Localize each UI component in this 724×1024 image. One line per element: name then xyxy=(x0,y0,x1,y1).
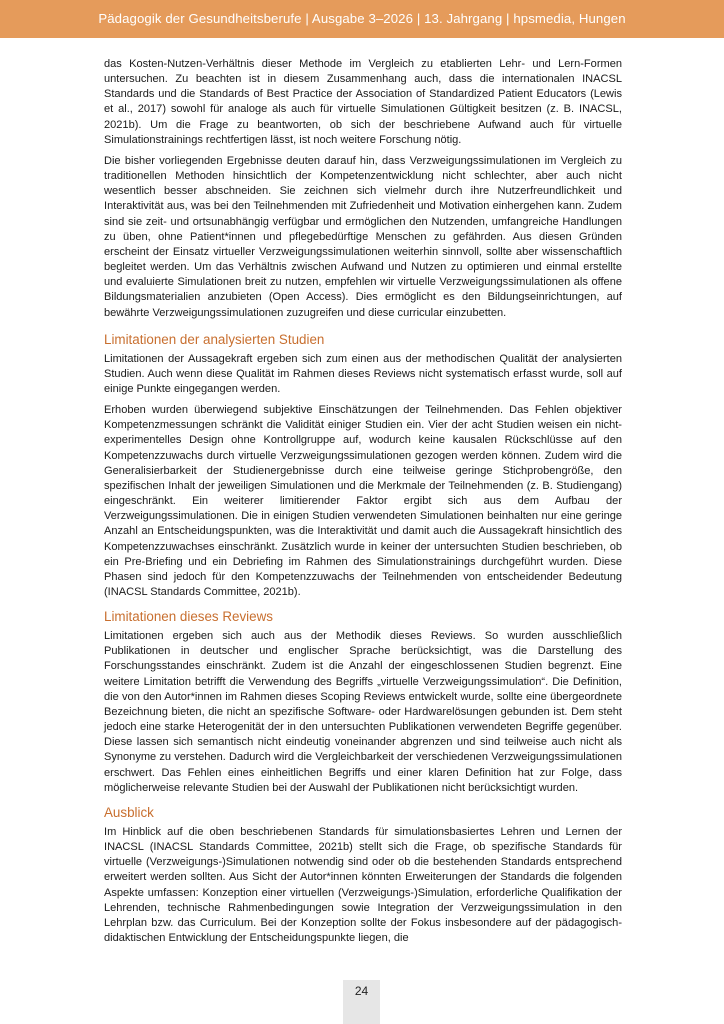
paragraph-cost-benefit: das Kosten-Nutzen-Verhältnis dieser Methode im Vergleich zu etablierten Lehr- und Lern-Formen untersuchen. Zu beachten ist in diesem Zusammenhang auch, dass die internationalen INACSL Standards und die Standards of Best Practice der Association of Standardized Patient Educators (Lewis et al., 2017) sowohl für analoge als auch für virtuelle Simulationen Gültigkeit besitzen (z. B. INACSL, 2021b). Um die Frage zu beantworten, ob sich der beschriebene Aufwand auch für virtuelle Simulationstrainings rechtfertigen lässt, ist noch weitere Forschung nötig. xyxy=(104,58,622,146)
page-number: 24 xyxy=(354,984,369,998)
paragraph-results: Die bisher vorliegenden Ergebnisse deuten darauf hin, dass Verzweigungssimulationen im Vergleich zu traditionellen Methoden hinsichtlich der Kompetenzentwicklung nicht schlechter, aber auch nicht wesentlich besser abschneiden. Sie zeichnen sich vielmehr durch ihre Nutzerfreundlichkeit und Interaktivität aus, was bei den Teilnehmenden mit Zufriedenheit und Motivation einhergehen kann. Zudem sind sie zeit- und ortsunabhängig verfügbar und ermöglichen den Nutzenden, umfangreiche Handlungen zu üben, ohne Patient*innen und pflegebedürftige Menschen zu gefährden. Aus diesen Gründen erscheint der Einsatz virtueller Verzweigungssimulationen weiterhin sinnvoll, sollte aber wissenschaftlich begleitet werden. Um das Verhältnis zwischen Aufwand und Nutzen zu optimieren und einmal erstellte und evaluierte Simulationen breit zu nutzen, empfehlen wir virtuelle Verzweigungssimulationen als offene Bildungsmaterialien anzubieten (Open Access). Dies ermöglicht es den Bildungseinrichtungen, auf bewährte Verzweigungssimulationen zuzugreifen und diese curricular einzubetten. xyxy=(104,154,622,319)
running-header: Pädagogik der Gesundheitsberufe | Ausgabe 3–2026 | 13. Jahrgang | hpsmedia, Hungen xyxy=(98,11,626,26)
paragraph-review-limitations: Limitationen ergeben sich auch aus der Methodik dieses Reviews. So wurden ausschließlich Publikationen in deutscher und englischer Sprache berücksichtigt, was die Darstellung des Forschungsstandes einschränkt. Zudem ist die Anzahl der eingeschlossenen Studien begrenzt. Eine weitere Limitation betrifft die Verwendung des Begriffs „virtuelle Verzweigungssimulation“. Die Definition, die von den Autor*innen im Rahmen dieses Scoping Reviews entwickelt wurde, sollte eine übergeordnete Bezeichnung bieten, die nicht an spezifische Software- oder Hardwarelösungen gebunden ist. Dem steht jedoch eine starke Heterogenität der in den untersuchten Publikationen verwendeten Begriffe gegenüber. Diese lassen sich semantisch nicht eindeutig voneinander abgrenzen und sind teilweise auch nicht als Synonyme zu verstehen. Dadurch wird die Vergleichbarkeit der verschiedenen Verzweigungssimulationen erschwert. Das Fehlen eines einheitlichen Begriffs und einer klaren Definition hat zur Folge, dass möglicherweise relevante Studien bei der Auswahl der Publikationen nicht berücksichtigt wurden. xyxy=(104,630,622,794)
article-body xyxy=(104,57,622,952)
heading-limitations-review: Limitationen dieses Reviews xyxy=(104,609,273,625)
paragraph-limitations-details: Erhoben wurden überwiegend subjektive Einschätzungen der Teilnehmenden. Das Fehlen objektiver Kompetenzmessungen schränkt die Validität einiger Studien ein. Vier der acht Studien weisen ein nicht-experimentelles Design ohne Kontrollgruppe auf, wodurch keine kausalen Rückschlüsse auf den Kompetenzzuwachs durch virtuelle Verzweigungssimulationen gezogen werden können. Zudem wird die Generalisierbarkeit der Studienergebnisse durch eine teilweise geringe Stichprobengröße, den spezifischen Inhalt der jeweiligen Simulationen und die Merkmale der Teilnehmenden (z. B. Studiengang) eingeschränkt. Ein weiterer limitierender Faktor ergibt sich aus dem Aufbau der Verzweigungssimulationen. Die in einigen Studien verwendeten Simulationen beinhalten nur eine geringe Anzahl an Entscheidungspunkten, was die Interaktivität und damit auch die Aussagekraft hinsichtlich des Kompetenzzuwachses einschränkt. Zusätzlich wurde in keiner der untersuchten Studien beschrieben, ob ein Pre-Briefing und ein Debriefing im Rahmen des Simulationstrainings durchgeführt wurden. Diese Phasen sind jedoch für den Kompetenzzuwachs der Teilnehmenden von entscheidender Bedeutung (INACSL Standards Committee, 2021b). xyxy=(104,404,622,598)
heading-limitations-studies: Limitationen der analysierten Studien xyxy=(104,331,325,347)
paragraph-outlook: Im Hinblick auf die oben beschriebenen Standards für simulationsbasiertes Lehren und Lernen der INACSL (INACSL Standards Committee, 2021b) stellt sich die Frage, ob spezifische Standards für virtuelle (Verzweigungs-)Simulationen notwendig sind oder ob die bestehenden Standards entsprechend erweitert werden sollten. Aus Sicht der Autor*innen könnten Erweiterungen der Standards die folgenden Aspekte umfassen: Konzeption einer virtuellen (Verzweigungs-)Simulation, erforderliche Qualifikation der Lehrenden, technische Rahmenbedingungen sowie Integration der Verzweigungssimulation in den Lehrplan bzw. das Curriculum. Bei der Konzeption sollte der Fokus insbesondere auf der pädagogisch-didaktischen Entwicklung der Entscheidungspunkte liegen, die xyxy=(104,825,622,944)
paragraph-limitations-intro: Limitationen der Aussagekraft ergeben sich zum einen aus der methodischen Qualität der analysierten Studien. Auch wenn diese Qualität im Rahmen dieses Reviews nicht systematisch erfasst wurde, soll auf einige Punkte eingegangen werden. xyxy=(104,352,622,395)
heading-outlook: Ausblick xyxy=(104,804,154,820)
